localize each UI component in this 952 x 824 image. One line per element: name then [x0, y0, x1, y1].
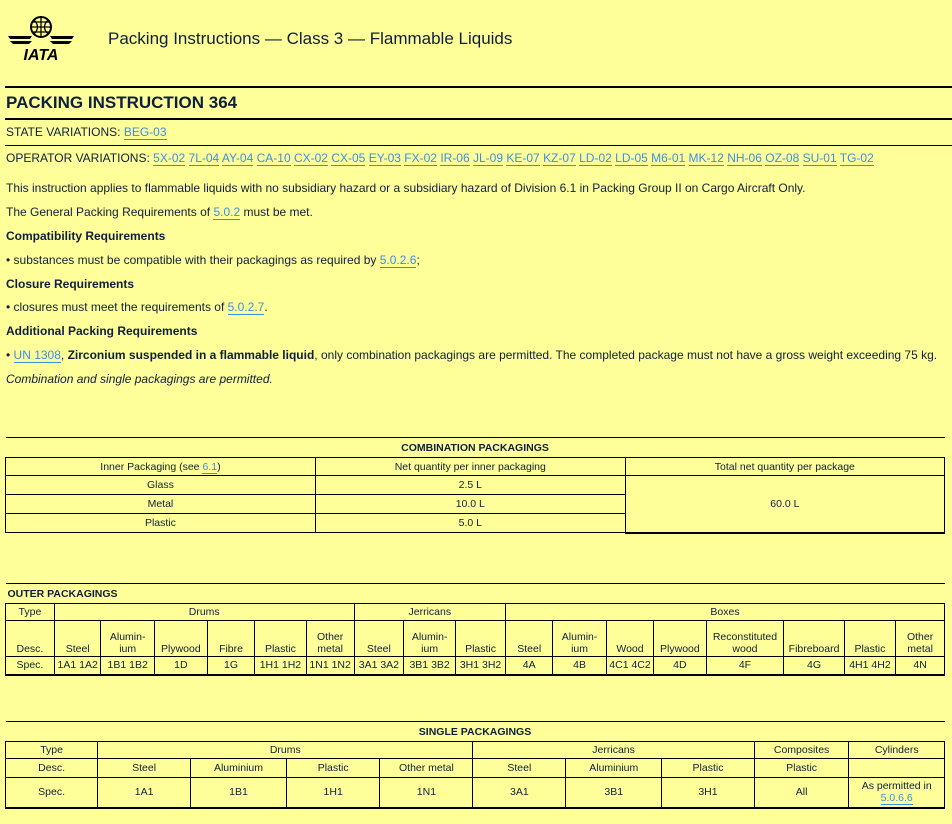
- text: , only combination packagings are permitted. The completed package must not have a gross weight exceeding 75 kg.: [314, 348, 938, 362]
- desc-cell: [849, 759, 945, 778]
- desc-cell: Plastic: [662, 759, 755, 778]
- cell: Plastic: [6, 514, 316, 533]
- desc-cell: Plastic: [255, 621, 306, 657]
- desc-label: Desc.: [6, 621, 55, 657]
- link-5-0-2-6[interactable]: 5.0.2.6: [379, 253, 417, 267]
- cell: 2.5 L: [315, 476, 625, 495]
- desc-cell: Alumin-ium: [101, 621, 154, 657]
- divider: [5, 86, 952, 88]
- compat-heading: Compatibility Requirements: [6, 229, 166, 243]
- spec-cell: 4G: [784, 657, 844, 675]
- combination-packagings-table: [5, 437, 945, 534]
- spec-cell: 1N1 1N2: [306, 657, 354, 675]
- group-header: Drums: [54, 604, 354, 621]
- link-5-0-2-7[interactable]: 5.0.2.7: [227, 300, 265, 314]
- desc-cell: Steel: [506, 621, 553, 657]
- variation-link-ir-06[interactable]: IR-06: [440, 151, 470, 165]
- substance-name: Zirconium suspended in a flammable liquid: [67, 348, 315, 362]
- variation-link-ay-04[interactable]: AY-04: [221, 151, 254, 165]
- desc-label: Desc.: [6, 759, 98, 778]
- svg-text:IATA: IATA: [23, 47, 59, 62]
- spec-cell: All: [754, 778, 849, 808]
- iata-logo: [8, 14, 74, 62]
- spec-cell: 3H1 3H2: [456, 657, 506, 675]
- spec-cell: 4F: [706, 657, 784, 675]
- variation-link-nh-06[interactable]: NH-06: [727, 151, 762, 165]
- variation-link-ld-05[interactable]: LD-05: [615, 151, 648, 165]
- group-header: Jerricans: [473, 742, 754, 759]
- link-un-1308[interactable]: UN 1308: [13, 348, 61, 362]
- link-6-1[interactable]: 6.1: [202, 460, 218, 473]
- spec-cell: 3B1 3B2: [404, 657, 456, 675]
- variation-link-jl-09[interactable]: JL-09: [473, 151, 504, 165]
- variation-link-cx-02[interactable]: CX-02: [293, 151, 328, 165]
- table-title: COMBINATION PACKAGINGS: [6, 438, 945, 458]
- variation-link-cx-05[interactable]: CX-05: [331, 151, 366, 165]
- spec-cell: 4D: [654, 657, 706, 675]
- cylinders-spec: [849, 778, 945, 808]
- text: As permitted in: [861, 780, 932, 793]
- spec-cell: 1B1: [191, 778, 287, 808]
- label: OPERATOR VARIATIONS:: [6, 151, 150, 165]
- spec-cell: 4N: [896, 657, 945, 675]
- text: .: [264, 300, 268, 314]
- type-label: Type: [6, 742, 98, 759]
- operator-variations: [6, 151, 874, 165]
- desc-cell: Plywood: [654, 621, 706, 657]
- desc-cell: Fibre: [207, 621, 254, 657]
- link-5-0-2[interactable]: 5.0.2: [213, 205, 241, 219]
- text: ;: [416, 253, 420, 267]
- desc-cell: Other metal: [896, 621, 945, 657]
- spec-cell: 1H1 1H2: [255, 657, 306, 675]
- label: STATE VARIATIONS:: [6, 125, 121, 139]
- desc-cell: Reconstituted wood: [706, 621, 784, 657]
- divider: [5, 145, 952, 146]
- closure-bullet: [6, 300, 268, 314]
- app-title: Packing Instructions — Class 3 — Flammable Liquids: [108, 29, 513, 48]
- spec-cell: 4C1 4C2: [606, 657, 654, 675]
- desc-cell: Plywood: [154, 621, 207, 657]
- additional-heading: Additional Packing Requirements: [6, 324, 198, 338]
- outer-packagings-table: [5, 583, 945, 676]
- text: • closures must meet the requirements of: [6, 300, 228, 314]
- desc-cell: Plastic: [844, 621, 895, 657]
- header-total: Total net quantity per package: [625, 458, 944, 476]
- table-title: SINGLE PACKAGINGS: [6, 722, 945, 742]
- table-title: OUTER PACKAGINGS: [6, 584, 945, 604]
- note: Combination and single packagings are permitted.: [6, 372, 273, 386]
- cell: 5.0 L: [315, 514, 625, 533]
- text: ): [217, 460, 221, 473]
- variation-link-ey-03[interactable]: EY-03: [368, 151, 401, 165]
- spec-cell: 4B: [553, 657, 606, 675]
- desc-cell: Aluminium: [191, 759, 287, 778]
- spec-cell: 1B1 1B2: [101, 657, 154, 675]
- general-requirements: [6, 205, 313, 219]
- desc-cell: Alumin-ium: [404, 621, 456, 657]
- type-label: Type: [6, 604, 55, 621]
- text: The General Packing Requirements of: [6, 205, 214, 219]
- variation-link-7l-04[interactable]: 7L-04: [188, 151, 220, 165]
- compat-bullet: [6, 253, 420, 267]
- total-cell: 60.0 L: [625, 476, 944, 533]
- group-header: Boxes: [506, 604, 945, 621]
- cell: Metal: [6, 495, 316, 514]
- variation-link-fx-02[interactable]: FX-02: [404, 151, 437, 165]
- variation-link-tg-02[interactable]: TG-02: [839, 151, 874, 165]
- text: • substances must be compatible with their packagings as required by: [6, 253, 380, 267]
- spec-cell: 3B1: [566, 778, 662, 808]
- group-header: Cylinders: [849, 742, 945, 759]
- variation-link-ke-07[interactable]: KE-07: [506, 151, 540, 165]
- spec-label: Spec.: [6, 657, 55, 675]
- header: [0, 0, 952, 86]
- desc-cell: Steel: [54, 621, 101, 657]
- spec-cell: 1G: [207, 657, 254, 675]
- variation-link-kz-07[interactable]: KZ-07: [543, 151, 576, 165]
- link-5-0-6-6[interactable]: 5.0.6.6: [880, 792, 913, 805]
- group-header: Jerricans: [354, 604, 505, 621]
- desc-cell: Steel: [473, 759, 566, 778]
- variation-link-mk-12[interactable]: MK-12: [688, 151, 724, 165]
- variation-link-beg-03[interactable]: BEG-03: [123, 125, 167, 139]
- desc-cell: Plastic: [754, 759, 849, 778]
- desc-cell: Other metal: [306, 621, 354, 657]
- divider: [5, 118, 952, 120]
- variation-link-oz-08[interactable]: OZ-08: [765, 151, 800, 165]
- variation-link-ld-02[interactable]: LD-02: [579, 151, 612, 165]
- additional-bullet: • UN 1308, Zirconium suspended in a flammable liquid, only combination packagings are permitted. The completed package must not have a gross weight exceeding 75 kg.: [6, 348, 938, 362]
- group-header: Drums: [98, 742, 473, 759]
- closure-heading: Closure Requirements: [6, 277, 135, 291]
- variation-link-su-01[interactable]: SU-01: [802, 151, 837, 165]
- spec-cell: 3A1: [473, 778, 566, 808]
- text: Inner Packaging (see: [100, 460, 203, 473]
- desc-cell: Steel: [354, 621, 404, 657]
- desc-cell: Steel: [98, 759, 191, 778]
- spec-cell: 3H1: [662, 778, 755, 808]
- spec-cell: 3A1 3A2: [354, 657, 404, 675]
- spec-cell: 1A1: [98, 778, 191, 808]
- intro-text: This instruction applies to flammable liquids with no subsidiary hazard or a subsidiary hazard of Division 6.1 in Packing Group II on Cargo Aircraft Only.: [6, 181, 806, 195]
- desc-cell: Plastic: [456, 621, 506, 657]
- spec-cell: 1H1: [286, 778, 379, 808]
- bullet: •: [6, 348, 14, 362]
- desc-cell: Aluminium: [566, 759, 662, 778]
- spec-cell: 4A: [506, 657, 553, 675]
- desc-cell: Wood: [606, 621, 654, 657]
- desc-cell: Alumin-ium: [553, 621, 606, 657]
- cell: Glass: [6, 476, 316, 495]
- text: must be met.: [240, 205, 313, 219]
- header-net: Net quantity per inner packaging: [315, 458, 625, 476]
- variation-link-ca-10[interactable]: CA-10: [256, 151, 291, 165]
- single-packagings-table: [5, 721, 945, 809]
- spec-cell: 1N1: [380, 778, 473, 808]
- instruction-title: PACKING INSTRUCTION 364: [6, 93, 238, 112]
- spec-cell: 1D: [154, 657, 207, 675]
- state-variations: [6, 125, 167, 139]
- spec-label: Spec.: [6, 778, 98, 808]
- spec-cell: 4H1 4H2: [844, 657, 895, 675]
- variation-link-5x-02[interactable]: 5X-02: [153, 151, 186, 165]
- cell: 10.0 L: [315, 495, 625, 514]
- desc-cell: Fibreboard: [784, 621, 844, 657]
- spec-cell: 1A1 1A2: [54, 657, 101, 675]
- group-header: Composites: [754, 742, 849, 759]
- desc-cell: Other metal: [380, 759, 473, 778]
- variation-link-m6-01[interactable]: M6-01: [651, 151, 686, 165]
- desc-cell: Plastic: [286, 759, 379, 778]
- header-inner: [6, 458, 316, 476]
